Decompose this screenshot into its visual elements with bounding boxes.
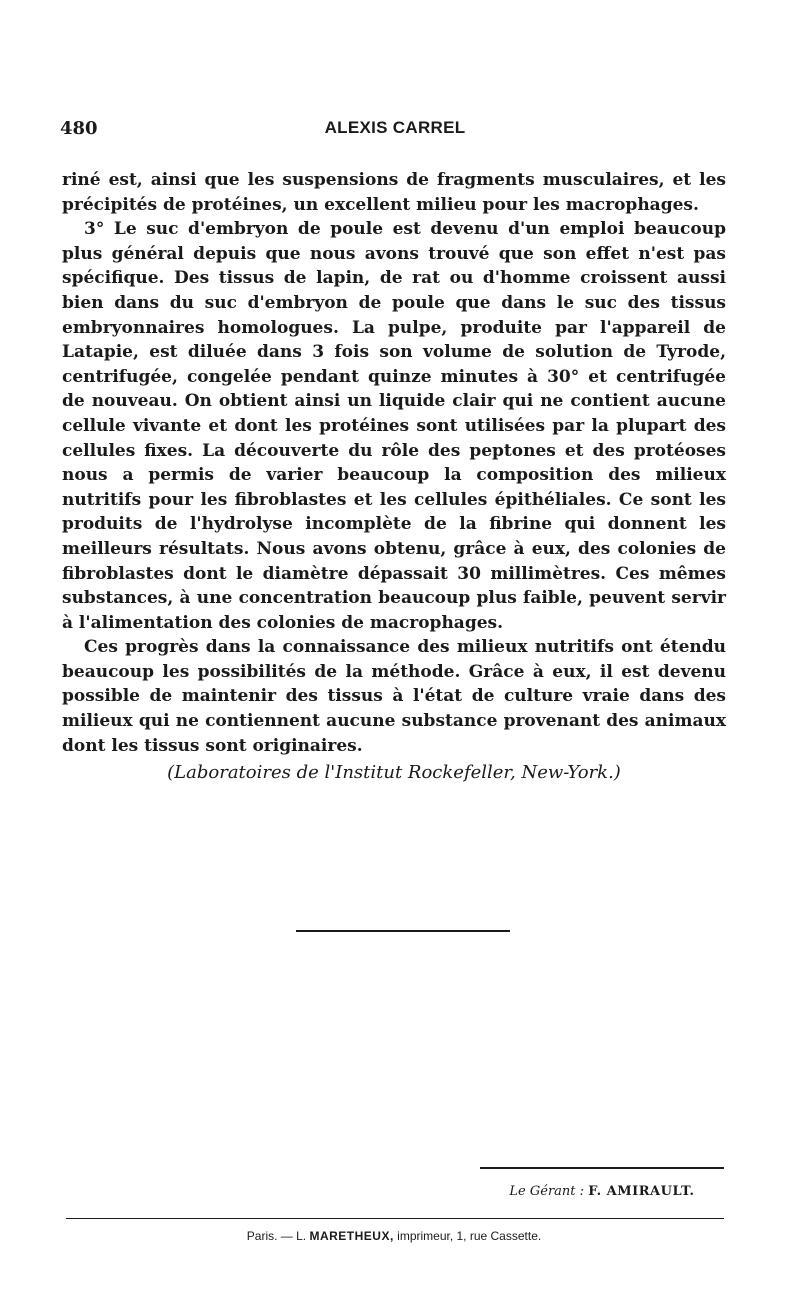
- paragraph-continuation: riné est, ainsi que les suspensions de fragments musculaires, et les précipités de protéines, un excellent milieu pour les macrophages.: [62, 170, 726, 215]
- printer-imprint: [62, 1229, 726, 1243]
- paragraph-conclusion: Ces progrès dans la connaissance des milieux nutritifs ont étendu beaucoup les possibilités de la méthode. Grâce à eux, il est devenu possible de maintenir des tissus à l'état de culture vraie dans des milieux qui ne contiennent aucune substance provenant des animaux dont les tissus sont originaires.: [62, 637, 726, 756]
- imprint-printer: MARETHEUX,: [309, 1229, 394, 1243]
- running-title: ALEXIS CARREL: [324, 118, 466, 137]
- article-body: [62, 168, 726, 758]
- page-header: [60, 118, 730, 146]
- page-number: 480: [60, 118, 98, 139]
- section-divider: [296, 930, 510, 932]
- gerant-line: [480, 1184, 724, 1199]
- gerant-name: F. AMIRAULT.: [588, 1184, 695, 1199]
- affiliation: (Laboratoires de l'Institut Rockefeller, New-York.): [167, 762, 621, 783]
- gerant-divider: [480, 1167, 724, 1169]
- gerant-label: Le Gérant :: [509, 1184, 585, 1199]
- imprint-suffix: imprimeur, 1, rue Cassette.: [397, 1229, 542, 1243]
- footer-divider: [66, 1218, 724, 1219]
- imprint-prefix: Paris. — L.: [246, 1229, 307, 1243]
- paragraph-embryo-juice: 3° Le suc d'embryon de poule est devenu d'un emploi beaucoup plus général depuis que nous avons trouvé que son effet n'est pas spécifique. Des tissus de lapin, de rat ou d'homme croissent aussi bien dans du suc d'embryon de poule que dans le suc des tissus embryonnaires homologues. La pulpe, produite par l'appareil de Latapie, est diluée dans 3 fois son volume de solution de Tyrode, centrifugée, congelée pendant quinze minutes à 30° et centrifugée de nouveau. On obtient ainsi un liquide clair qui ne contient aucune cellule vivante et dont les protéines sont utilisées par la plupart des cellules fixes. La découverte du rôle des peptones et des protéoses nous a permis de varier beaucoup la composition des milieux nutritifs pour les fibroblastes et les cellules épithéliales. Ce sont les produits de l'hydrolyse incomplète de la fibrine qui donnent les meilleurs résultats. Nous avons obtenu, grâce à eux, des colonies de fibroblastes dont le diamètre dépassait 30 millimètres. Ces mêmes substances, à une concentration beaucoup plus faible, peuvent servir à l'alimentation des colonies de macrophages.: [62, 219, 726, 633]
